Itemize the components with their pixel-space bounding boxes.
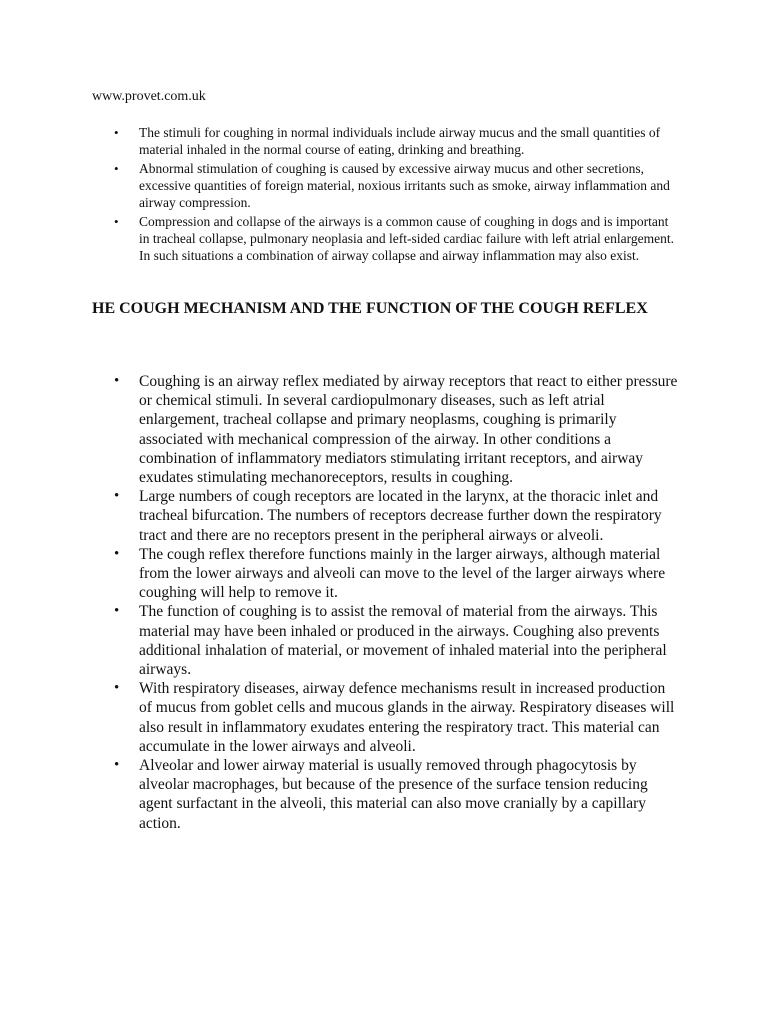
list-item bbox=[114, 545, 679, 603]
list-item-text: Alveolar and lower airway material is usually removed through phagocytosis by alveolar macrophages, but because of the presence of the surface tension reducing agent surfactant in the alveoli, this material can also move cranially by a capillary action. bbox=[139, 757, 648, 832]
list-item bbox=[114, 213, 679, 264]
list-item-text: The cough reflex therefore functions mainly in the larger airways, although material from the lower airways and alveoli can move to the level of the larger airways where coughing will help to remove it. bbox=[139, 545, 666, 602]
bullet-icon: • bbox=[114, 680, 120, 697]
intro-bullet-list bbox=[114, 124, 679, 266]
bullet-icon: • bbox=[114, 603, 120, 620]
list-item bbox=[114, 487, 679, 545]
bullet-icon: • bbox=[114, 488, 120, 505]
list-item-text: Abnormal stimulation of coughing is caused by excessive airway mucus and other secretions, excessive quantities of foreign material, noxious irritants such as smoke, airway inflammation and airway compression. bbox=[139, 161, 670, 210]
list-item bbox=[114, 160, 679, 211]
bullet-icon: • bbox=[114, 545, 120, 562]
source-url: www.provet.com.uk bbox=[92, 89, 206, 104]
list-item-text: Large numbers of cough receptors are located in the larynx, at the thoracic inlet and tracheal bifurcation. The numbers of receptors decrease further down the respiratory tract and there are no receptors present in the peripheral airways or alveoli. bbox=[139, 488, 662, 544]
list-item-text: The function of coughing is to assist the removal of material from the airways. This material may have been inhaled or produced in the airways. Coughing also prevents additional inhalation of material, or movement of inhaled material into the peripheral airways. bbox=[139, 603, 667, 679]
list-item-text: Coughing is an airway reflex mediated by airway receptors that react to either pressure or chemical stimuli. In several cardiopulmonary diseases, such as left atrial enlargement, tracheal collapse and primary neoplasms, coughing is primarily associated with mechanical compression of the airway. In other conditions a combination of inflammatory mediators stimulating irritant receptors, and airway exudates stimulating mechanoreceptors, results in coughing. bbox=[139, 373, 678, 487]
list-item-text: Compression and collapse of the airways is a common cause of coughing in dogs and is important in tracheal collapse, pulmonary neoplasia and left-sided cardiac failure with left atrial enlargement. In such situations a combination of airway collapse and airway inflammation may also exist. bbox=[139, 214, 675, 263]
list-item bbox=[114, 756, 679, 833]
list-item-text: The stimuli for coughing in normal individuals include airway mucus and the small quantities of material inhaled in the normal course of eating, drinking and breathing. bbox=[139, 125, 661, 157]
section-bullet-list bbox=[114, 372, 679, 833]
list-item bbox=[114, 679, 679, 756]
bullet-icon: • bbox=[114, 373, 120, 389]
list-item-text: With respiratory diseases, airway defence mechanisms result in increased production of mucus from goblet cells and mucous glands in the airway. Respiratory diseases will also result in inflammatory exudates entering the respiratory tract. This material can accumulate in the lower airways and alveoli. bbox=[139, 680, 675, 755]
bullet-icon: • bbox=[114, 161, 119, 176]
section-heading: HE COUGH MECHANISM AND THE FUNCTION OF THE COUGH REFLEX bbox=[92, 300, 648, 317]
bullet-icon: • bbox=[114, 125, 119, 140]
list-item bbox=[114, 124, 679, 158]
bullet-icon: • bbox=[114, 214, 119, 229]
bullet-icon: • bbox=[114, 757, 120, 774]
list-item bbox=[114, 372, 679, 487]
list-item bbox=[114, 602, 679, 679]
